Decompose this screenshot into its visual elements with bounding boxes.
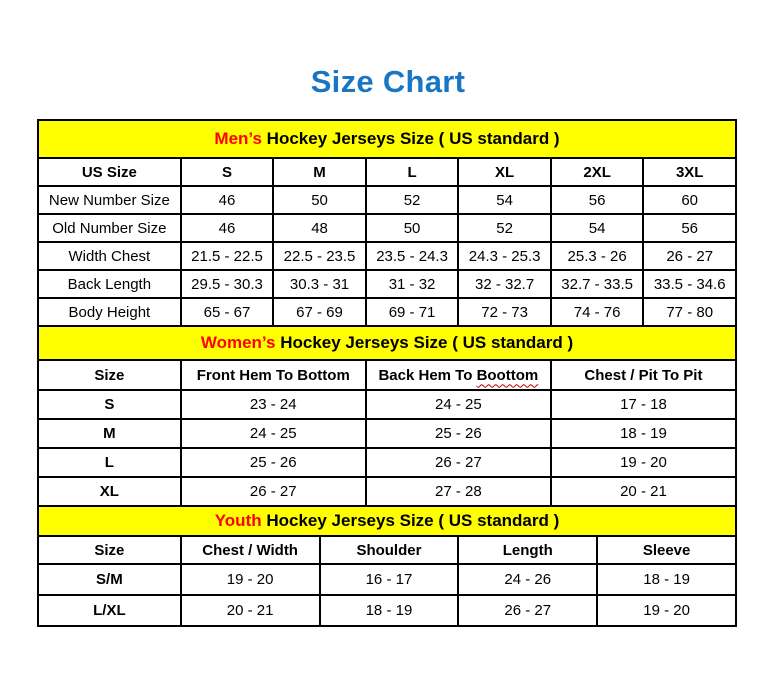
men-row-label: New Number Size — [38, 186, 181, 214]
women-table-row — [38, 477, 736, 506]
youth-row-label: S/M — [38, 564, 181, 595]
men-value-cell: 46 — [181, 186, 274, 214]
men-column-header: 3XL — [643, 158, 736, 186]
youth-value-cell: 19 - 20 — [597, 595, 736, 626]
men-value-cell: 24.3 - 25.3 — [458, 242, 551, 270]
men-row-label: Width Chest — [38, 242, 181, 270]
women-value-cell: 20 - 21 — [551, 477, 736, 506]
youth-size-table — [37, 505, 737, 627]
men-value-cell: 77 - 80 — [643, 298, 736, 326]
youth-banner-highlight: Youth — [214, 511, 262, 530]
men-banner-row — [38, 120, 736, 158]
men-value-cell: 69 - 71 — [366, 298, 459, 326]
men-value-cell: 52 — [366, 186, 459, 214]
women-row-label: M — [38, 419, 181, 448]
women-value-cell: 25 - 26 — [366, 419, 551, 448]
men-value-cell: 65 - 67 — [181, 298, 274, 326]
men-row-label: Old Number Size — [38, 214, 181, 242]
women-column-header: Front Hem To Bottom — [181, 360, 366, 390]
men-value-cell: 46 — [181, 214, 274, 242]
men-value-cell: 32 - 32.7 — [458, 270, 551, 298]
women-value-cell: 26 - 27 — [366, 448, 551, 477]
men-column-header: M — [273, 158, 366, 186]
men-value-cell: 23.5 - 24.3 — [366, 242, 459, 270]
men-value-cell: 74 - 76 — [551, 298, 644, 326]
men-value-cell: 22.5 - 23.5 — [273, 242, 366, 270]
men-header-row — [38, 158, 736, 186]
men-value-cell: 54 — [551, 214, 644, 242]
women-row-label: XL — [38, 477, 181, 506]
youth-value-cell: 26 - 27 — [458, 595, 597, 626]
men-column-header: L — [366, 158, 459, 186]
men-column-header: XL — [458, 158, 551, 186]
men-value-cell: 30.3 - 31 — [273, 270, 366, 298]
women-value-cell: 26 - 27 — [181, 477, 366, 506]
men-value-cell: 52 — [458, 214, 551, 242]
women-banner: Women’s Hockey Jerseys Size ( US standard ) — [38, 326, 736, 360]
men-value-cell: 67 - 69 — [273, 298, 366, 326]
women-value-cell: 24 - 25 — [366, 390, 551, 419]
youth-column-header: Shoulder — [320, 536, 459, 564]
women-size-table — [37, 325, 737, 507]
women-value-cell: 25 - 26 — [181, 448, 366, 477]
men-value-cell: 50 — [273, 186, 366, 214]
women-value-cell: 27 - 28 — [366, 477, 551, 506]
men-table-row — [38, 186, 736, 214]
youth-value-cell: 18 - 19 — [320, 595, 459, 626]
men-banner-highlight: Men’s — [214, 129, 262, 148]
women-value-cell: 19 - 20 — [551, 448, 736, 477]
men-value-cell: 25.3 - 26 — [551, 242, 644, 270]
men-column-header: US Size — [38, 158, 181, 186]
women-value-cell: 17 - 18 — [551, 390, 736, 419]
youth-row-label: L/XL — [38, 595, 181, 626]
men-value-cell: 60 — [643, 186, 736, 214]
men-value-cell: 33.5 - 34.6 — [643, 270, 736, 298]
women-banner-row — [38, 326, 736, 360]
women-value-cell: 18 - 19 — [551, 419, 736, 448]
men-value-cell: 72 - 73 — [458, 298, 551, 326]
youth-column-header: Size — [38, 536, 181, 564]
women-table-row — [38, 390, 736, 419]
women-banner-highlight: Women’s — [200, 333, 276, 352]
women-column-header: Size — [38, 360, 181, 390]
men-value-cell: 26 - 27 — [643, 242, 736, 270]
men-column-header: 2XL — [551, 158, 644, 186]
women-row-label: L — [38, 448, 181, 477]
men-table-row — [38, 214, 736, 242]
women-column-header: Back Hem To Boottom — [366, 360, 551, 390]
youth-value-cell: 24 - 26 — [458, 564, 597, 595]
youth-table-row — [38, 564, 736, 595]
men-value-cell: 48 — [273, 214, 366, 242]
men-row-label: Body Height — [38, 298, 181, 326]
youth-value-cell: 20 - 21 — [181, 595, 320, 626]
women-column-header: Chest / Pit To Pit — [551, 360, 736, 390]
page-title: Size Chart — [310, 64, 466, 99]
women-header-row — [38, 360, 736, 390]
women-value-cell: 24 - 25 — [181, 419, 366, 448]
men-size-table — [37, 119, 737, 327]
men-table-row — [38, 298, 736, 326]
men-column-header: S — [181, 158, 274, 186]
youth-value-cell: 18 - 19 — [597, 564, 736, 595]
youth-value-cell: 19 - 20 — [181, 564, 320, 595]
men-value-cell: 56 — [551, 186, 644, 214]
misspelled-word: Boottom — [476, 366, 539, 384]
youth-value-cell: 16 - 17 — [320, 564, 459, 595]
youth-column-header: Sleeve — [597, 536, 736, 564]
youth-banner: Youth Hockey Jerseys Size ( US standard ) — [38, 506, 736, 536]
men-value-cell: 32.7 - 33.5 — [551, 270, 644, 298]
youth-table-row — [38, 595, 736, 626]
men-value-cell: 31 - 32 — [366, 270, 459, 298]
men-table-row — [38, 242, 736, 270]
size-tables — [37, 119, 737, 627]
men-value-cell: 50 — [366, 214, 459, 242]
men-value-cell: 21.5 - 22.5 — [181, 242, 274, 270]
youth-banner-row — [38, 506, 736, 536]
youth-column-header: Length — [458, 536, 597, 564]
women-table-row — [38, 419, 736, 448]
men-row-label: Back Length — [38, 270, 181, 298]
women-table-row — [38, 448, 736, 477]
youth-header-row — [38, 536, 736, 564]
men-banner: Men’s Hockey Jerseys Size ( US standard ) — [38, 120, 736, 158]
men-table-row — [38, 270, 736, 298]
men-value-cell: 29.5 - 30.3 — [181, 270, 274, 298]
men-value-cell: 56 — [643, 214, 736, 242]
youth-column-header: Chest / Width — [181, 536, 320, 564]
women-row-label: S — [38, 390, 181, 419]
women-value-cell: 23 - 24 — [181, 390, 366, 419]
men-value-cell: 54 — [458, 186, 551, 214]
